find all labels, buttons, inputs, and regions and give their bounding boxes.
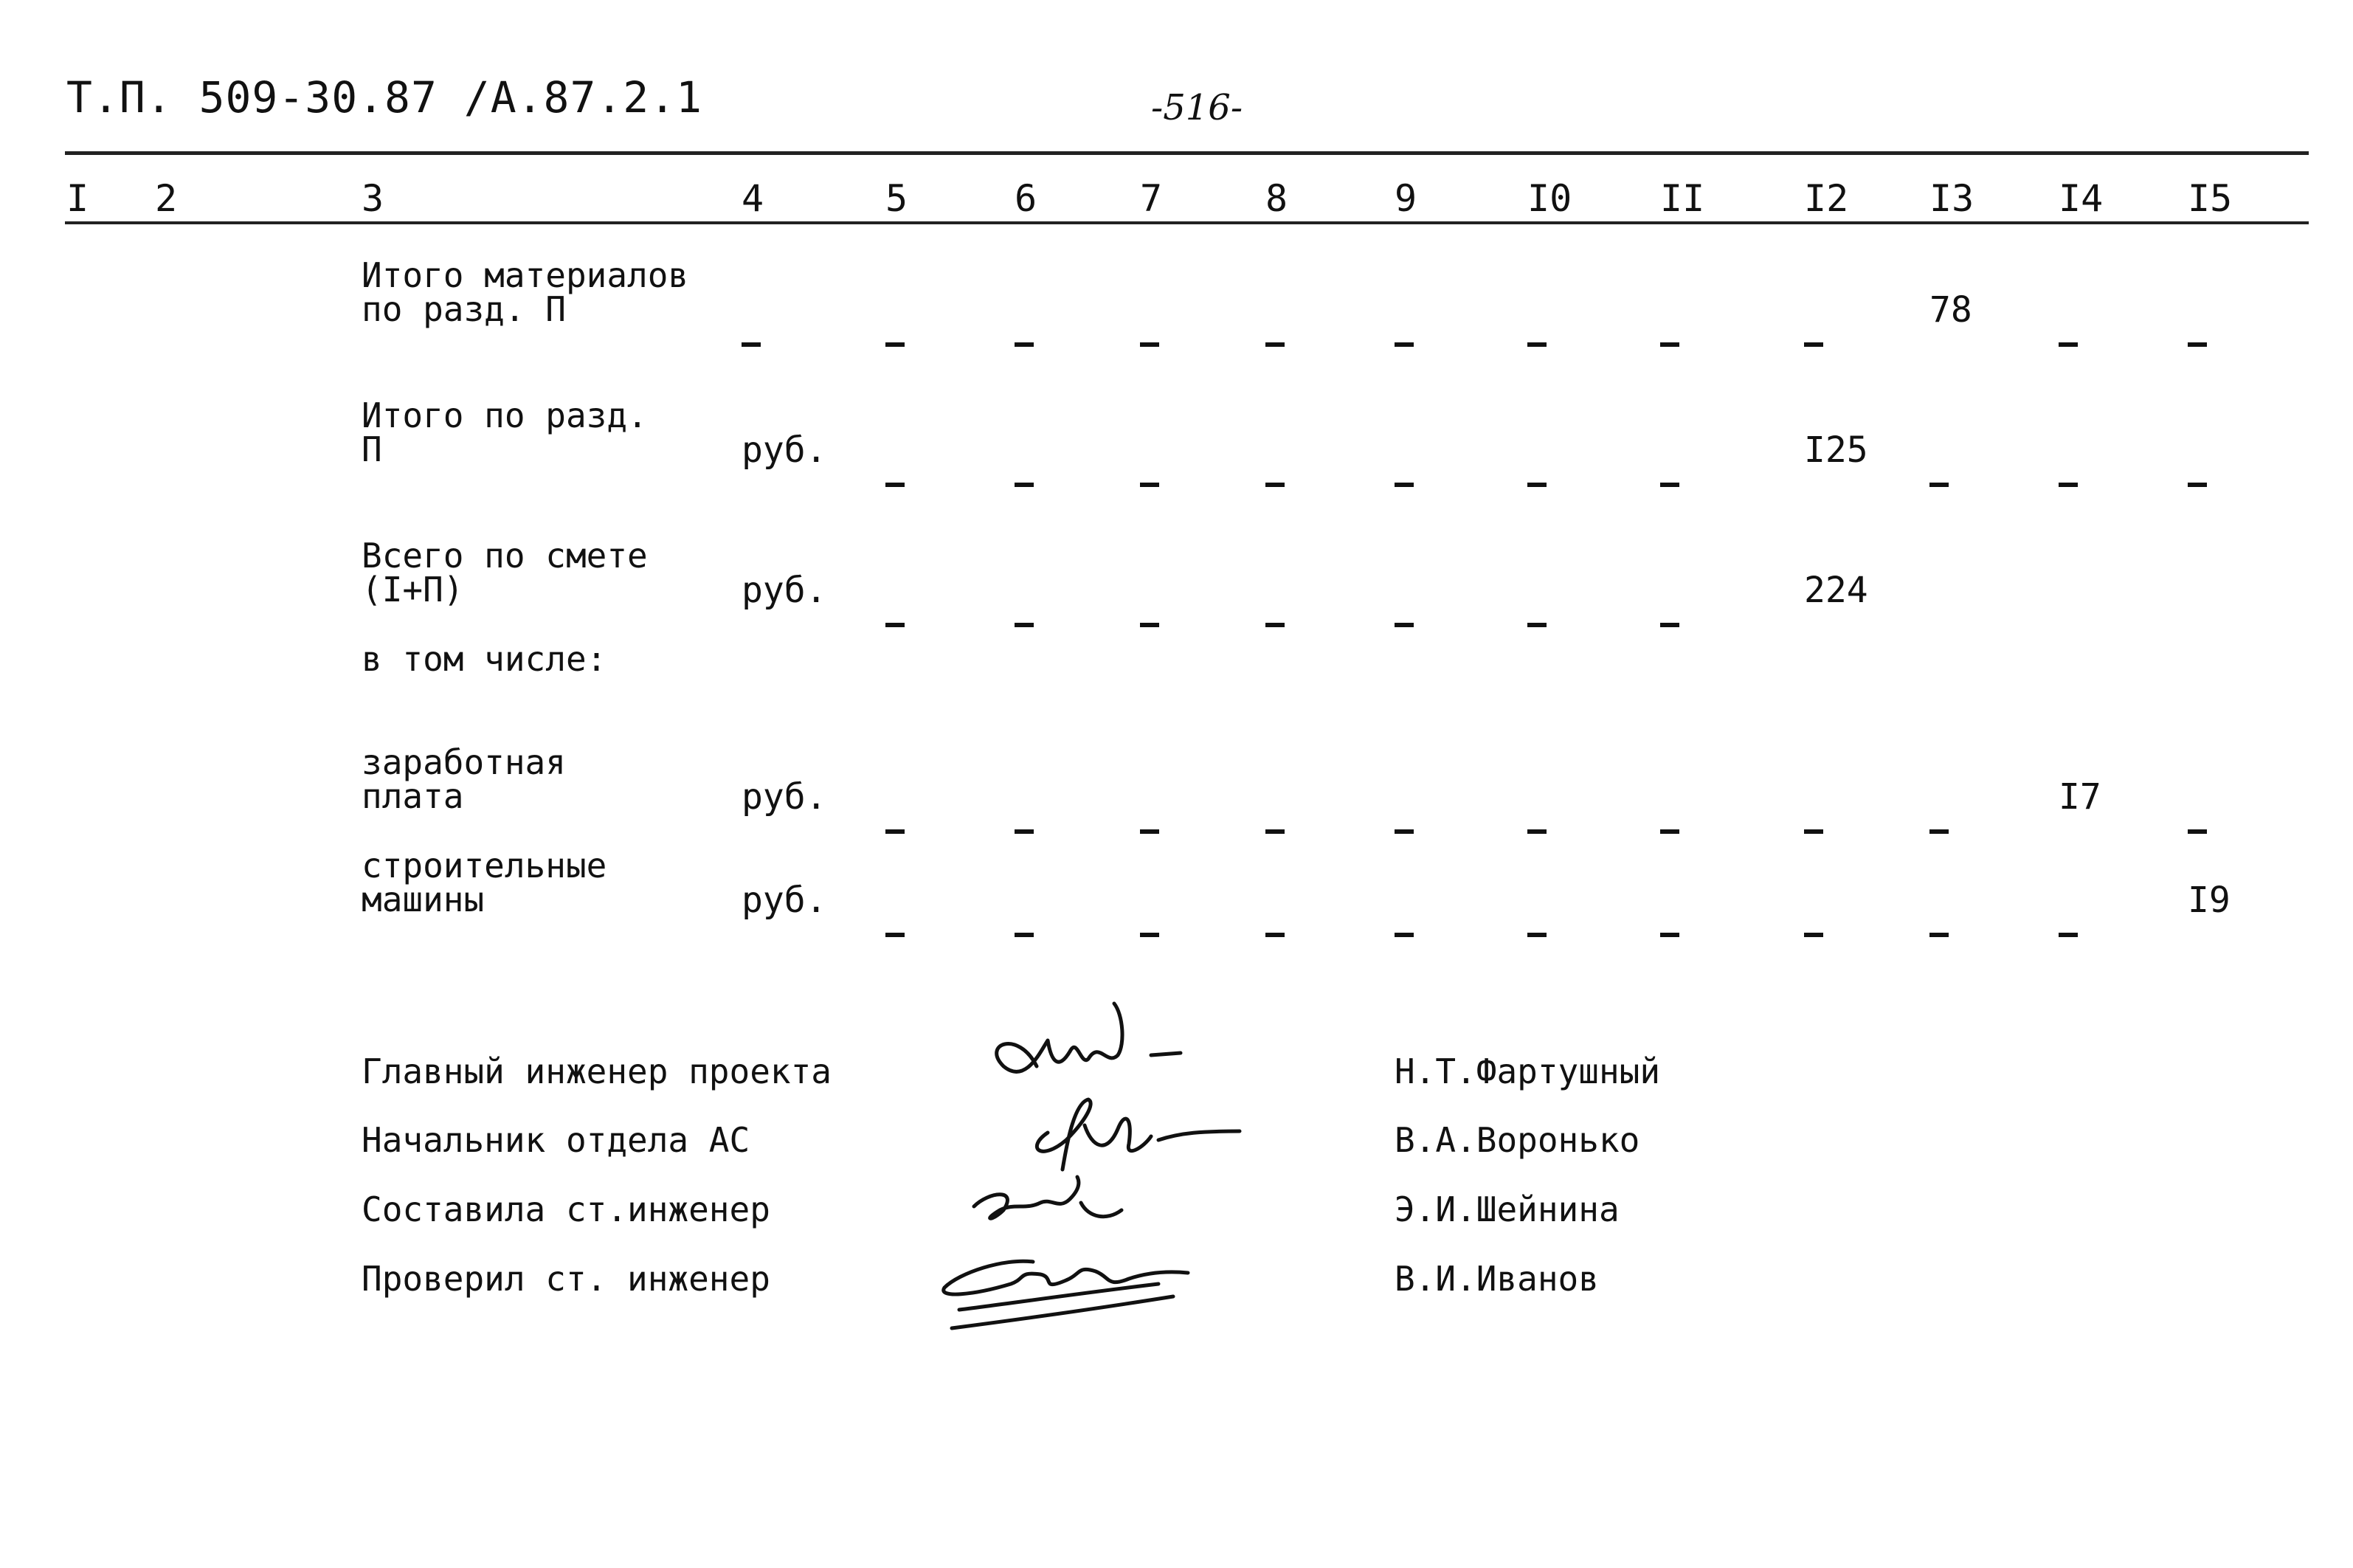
table-cell-col-14: I7	[2059, 776, 2101, 818]
empty-dash	[2059, 483, 2078, 487]
signature-2-dash	[1158, 1131, 1240, 1140]
column-number-11: II	[1660, 177, 1705, 220]
column-number-10: I0	[1527, 177, 1572, 220]
column-number-13: I3	[1929, 177, 1974, 220]
table-cell-col-8	[1265, 595, 1285, 636]
signatory-role: Начальник отдела АС	[362, 1120, 750, 1160]
column-number-12: I2	[1804, 177, 1849, 220]
empty-dash	[1527, 342, 1547, 347]
empty-dash	[1395, 483, 1414, 487]
table-cell-col-4: руб.	[742, 880, 827, 921]
empty-dash	[1929, 933, 1949, 937]
column-number-9: 9	[1395, 177, 1417, 220]
empty-dash	[1015, 623, 1034, 627]
empty-dash	[1265, 829, 1285, 834]
table-cell-col-13	[1929, 905, 1949, 946]
table-cell-col-5	[885, 314, 905, 356]
empty-dash	[1265, 933, 1285, 937]
document-code-text: Т.П. 509-30.87 /А.87.2.1	[66, 72, 703, 122]
empty-dash	[2188, 483, 2207, 487]
handwritten-signatures	[930, 1000, 1276, 1339]
table-cell-col-5	[885, 801, 905, 843]
empty-dash	[1660, 623, 1679, 627]
empty-dash	[742, 342, 761, 347]
table-cell-col-10	[1527, 905, 1547, 946]
signatory-role: Главный инженер проекта	[362, 1051, 832, 1091]
signature-1-stroke	[997, 1004, 1122, 1071]
table-cell-col-7	[1140, 595, 1159, 636]
signature-4-underline-1	[959, 1284, 1158, 1310]
empty-dash	[1804, 342, 1823, 347]
empty-dash	[1015, 933, 1034, 937]
table-cell-col-10	[1527, 595, 1547, 636]
table-cell-col-8	[1265, 314, 1285, 356]
empty-dash	[1804, 829, 1823, 834]
empty-dash	[1265, 623, 1285, 627]
table-cell-col-6	[1015, 905, 1034, 946]
document-code	[66, 72, 702, 122]
table-cell-col-13	[1929, 455, 1949, 496]
header-rule	[65, 221, 2309, 224]
column-number-8: 8	[1265, 177, 1288, 220]
signatory-name: Н.Т.Фартушный	[1395, 1051, 1661, 1091]
table-cell-col-13: 78	[1929, 289, 1972, 331]
empty-dash	[1527, 623, 1547, 627]
empty-dash	[1140, 342, 1159, 347]
empty-dash	[885, 623, 905, 627]
empty-dash	[1265, 483, 1285, 487]
column-number-1: I	[66, 177, 89, 220]
table-cell-col-12	[1804, 314, 1823, 356]
column-number-2: 2	[155, 177, 178, 220]
table-cell-col-13	[1929, 801, 1949, 843]
empty-dash	[2188, 342, 2207, 347]
empty-dash	[1395, 623, 1414, 627]
empty-dash	[1929, 829, 1949, 834]
empty-dash	[2188, 829, 2207, 834]
signatory-name: Э.И.Шейнина	[1395, 1189, 1620, 1229]
empty-dash	[1015, 829, 1034, 834]
empty-dash	[1140, 623, 1159, 627]
row-label-line: по разд. П	[362, 289, 566, 329]
table-cell-col-6	[1015, 801, 1034, 843]
table-cell-col-10	[1527, 801, 1547, 843]
table-cell-col-12	[1804, 905, 1823, 946]
signature-4-underline-2	[952, 1296, 1173, 1328]
column-number-4: 4	[742, 177, 764, 220]
row-label-line: П	[362, 429, 382, 469]
signatory-role: Составила ст.инженер	[362, 1189, 770, 1229]
table-cell-col-15	[2188, 455, 2207, 496]
table-cell-col-11	[1660, 455, 1679, 496]
column-number-14: I4	[2059, 177, 2104, 220]
table-cell-col-10	[1527, 455, 1547, 496]
empty-dash	[2059, 933, 2078, 937]
empty-dash	[2059, 342, 2078, 347]
table-cell-col-15: I9	[2188, 880, 2231, 921]
row-label-line: Итого по разд.	[362, 396, 648, 435]
table-cell-col-9	[1395, 905, 1414, 946]
page-number: -516-	[1151, 87, 1243, 128]
row-label-line: Итого материалов	[362, 255, 689, 295]
empty-dash	[885, 483, 905, 487]
signatory-role: Проверил ст. инженер	[362, 1259, 770, 1299]
signature-4-stroke	[944, 1261, 1188, 1294]
table-cell-col-6	[1015, 595, 1034, 636]
table-cell-col-6	[1015, 314, 1034, 356]
table-cell-col-4: руб.	[742, 776, 827, 818]
empty-dash	[1660, 829, 1679, 834]
empty-dash	[1929, 483, 1949, 487]
signature-2-stroke	[1037, 1099, 1151, 1170]
table-cell-col-11	[1660, 595, 1679, 636]
table-cell-col-9	[1395, 801, 1414, 843]
table-cell-col-7	[1140, 801, 1159, 843]
row-label-line: (I+П)	[362, 570, 464, 609]
row-label-line: машины	[362, 880, 485, 919]
empty-dash	[1660, 342, 1679, 347]
row-label-line: строительные	[362, 846, 607, 885]
table-cell-col-4	[742, 314, 761, 356]
empty-dash	[885, 342, 905, 347]
table-cell-col-14	[2059, 905, 2078, 946]
table-cell-col-15	[2188, 801, 2207, 843]
table-cell-col-12	[1804, 801, 1823, 843]
empty-dash	[1140, 483, 1159, 487]
empty-dash	[1140, 933, 1159, 937]
row-label-line: плата	[362, 776, 464, 816]
column-number-6: 6	[1015, 177, 1037, 220]
empty-dash	[1660, 483, 1679, 487]
table-cell-col-10	[1527, 314, 1547, 356]
table-cell-col-11	[1660, 801, 1679, 843]
empty-dash	[1804, 933, 1823, 937]
table-cell-col-8	[1265, 801, 1285, 843]
table-cell-col-8	[1265, 455, 1285, 496]
empty-dash	[1660, 933, 1679, 937]
table-cell-col-11	[1660, 314, 1679, 356]
row-label-line: заработная	[362, 742, 566, 782]
table-cell-col-9	[1395, 455, 1414, 496]
table-cell-col-9	[1395, 595, 1414, 636]
empty-dash	[1527, 829, 1547, 834]
column-number-5: 5	[885, 177, 908, 220]
empty-dash	[1265, 342, 1285, 347]
column-number-7: 7	[1140, 177, 1163, 220]
empty-dash	[1140, 829, 1159, 834]
table-cell-col-5	[885, 455, 905, 496]
table-cell-col-4: руб.	[742, 429, 827, 471]
column-number-3: 3	[362, 177, 384, 220]
empty-dash	[1395, 342, 1414, 347]
signatory-name: В.И.Иванов	[1395, 1259, 1599, 1299]
signature-1-dash	[1151, 1053, 1181, 1055]
empty-dash	[1395, 829, 1414, 834]
table-cell-col-7	[1140, 455, 1159, 496]
row-label-line: в том числе:	[362, 639, 607, 679]
table-cell-col-11	[1660, 905, 1679, 946]
table-cell-col-6	[1015, 455, 1034, 496]
empty-dash	[885, 829, 905, 834]
column-number-15: I5	[2188, 177, 2233, 220]
table-cell-col-8	[1265, 905, 1285, 946]
empty-dash	[1527, 933, 1547, 937]
top-rule	[65, 151, 2309, 155]
row-label-line: Всего по смете	[362, 536, 648, 576]
table-cell-col-15	[2188, 314, 2207, 356]
table-cell-col-5	[885, 905, 905, 946]
empty-dash	[1527, 483, 1547, 487]
table-cell-col-12: 224	[1804, 570, 1868, 611]
table-cell-col-5	[885, 595, 905, 636]
empty-dash	[1395, 933, 1414, 937]
empty-dash	[1015, 342, 1034, 347]
table-cell-col-4: руб.	[742, 570, 827, 611]
table-cell-col-9	[1395, 314, 1414, 356]
signature-3-stroke	[974, 1177, 1122, 1218]
table-cell-col-7	[1140, 314, 1159, 356]
table-cell-col-7	[1140, 905, 1159, 946]
empty-dash	[885, 933, 905, 937]
empty-dash	[1015, 483, 1034, 487]
table-cell-col-12: I25	[1804, 429, 1868, 471]
table-cell-col-14	[2059, 455, 2078, 496]
table-cell-col-14	[2059, 314, 2078, 356]
signatory-name: В.А.Воронько	[1395, 1120, 1640, 1160]
